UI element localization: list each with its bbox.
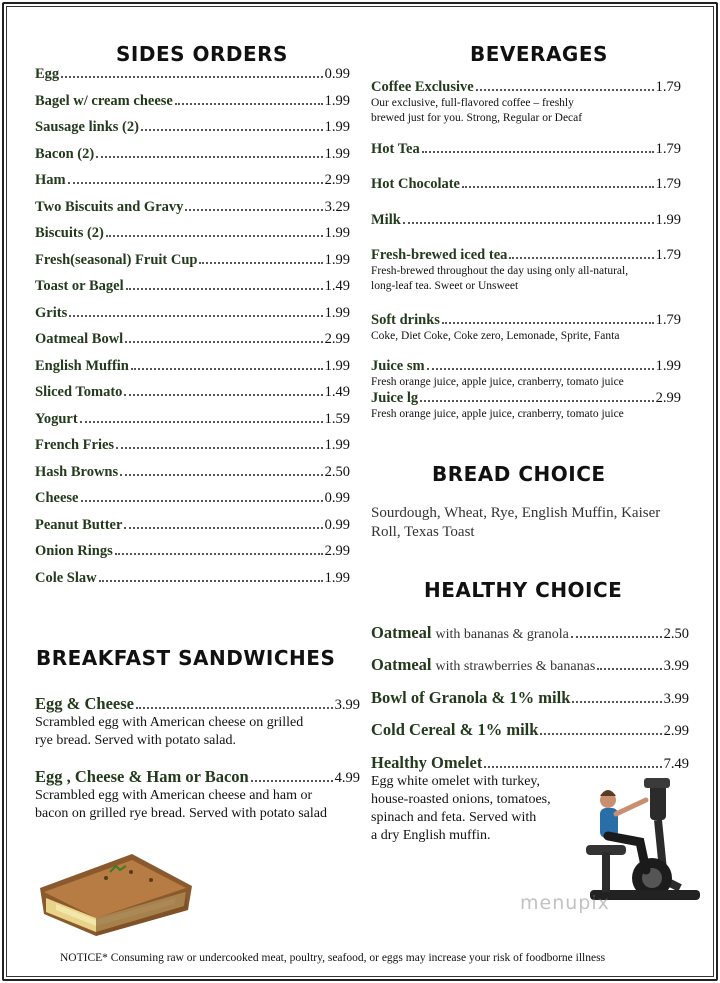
leader-dots bbox=[175, 103, 323, 105]
food-safety-notice: NOTICE* Consuming raw or undercooked meat, poultry, seafood, or eggs may increase your risk of foodborne illness bbox=[60, 952, 606, 964]
side-item-price: 2.99 bbox=[324, 331, 350, 347]
sandwich-item bbox=[35, 767, 360, 823]
healthy-item bbox=[371, 623, 689, 643]
side-item-name: Bagel w/ cream cheese bbox=[35, 92, 173, 109]
sandwich-desc: rye bread. Served with potato salad. bbox=[35, 733, 236, 748]
side-item bbox=[35, 570, 350, 597]
beverage-item bbox=[371, 176, 681, 193]
healthy-item bbox=[371, 720, 689, 740]
healthy-item bbox=[371, 688, 689, 708]
beverage-name: Juice sm bbox=[371, 358, 425, 374]
side-item-name: Hash Browns bbox=[35, 463, 119, 480]
beverage-price: 1.79 bbox=[655, 312, 681, 328]
leader-dots bbox=[462, 186, 654, 188]
side-item-name: Oatmeal Bowl bbox=[35, 331, 124, 347]
beverage-item bbox=[371, 141, 681, 158]
beverage-price: 1.99 bbox=[655, 358, 681, 374]
leader-dots bbox=[136, 707, 333, 709]
side-item-price: 1.99 bbox=[324, 145, 350, 162]
side-item-name: Toast or Bagel bbox=[35, 278, 124, 294]
side-item-name: Yogurt bbox=[35, 410, 78, 427]
leader-dots bbox=[442, 322, 654, 324]
healthy-price: 7.49 bbox=[663, 756, 689, 772]
side-item-name: English Muffin bbox=[35, 357, 129, 374]
side-item-name: Sliced Tomato bbox=[35, 384, 123, 400]
side-item-name: Sausage links (2) bbox=[35, 119, 139, 135]
leader-dots bbox=[120, 474, 322, 476]
beverage-price: 1.79 bbox=[655, 79, 681, 95]
side-item bbox=[35, 199, 350, 226]
leader-dots bbox=[427, 368, 654, 370]
side-item-price: 1.99 bbox=[324, 357, 350, 374]
side-item bbox=[35, 411, 350, 438]
sides-list bbox=[35, 66, 350, 596]
beverage-price: 2.99 bbox=[655, 390, 681, 406]
healthy-item bbox=[371, 655, 689, 675]
leader-dots bbox=[106, 235, 323, 237]
sides-heading: SIDES ORDERS bbox=[116, 42, 288, 66]
healthy-desc: Egg white omelet with turkey, bbox=[371, 774, 540, 789]
leader-dots bbox=[125, 341, 322, 343]
side-item-price: 1.59 bbox=[324, 410, 350, 427]
healthy-name: Bowl of Granola & 1% milk bbox=[371, 688, 571, 707]
leader-dots bbox=[116, 447, 323, 449]
healthy-desc: house-roasted onions, tomatoes, bbox=[371, 792, 551, 807]
beverage-desc: Our exclusive, full-flavored coffee – freshly bbox=[371, 97, 574, 109]
side-item-name: Ham bbox=[35, 172, 66, 188]
side-item-price: 1.99 bbox=[324, 569, 350, 586]
healthy-name: Oatmeal bbox=[371, 655, 432, 674]
side-item-name: Biscuits (2) bbox=[35, 225, 104, 241]
leader-dots bbox=[572, 701, 661, 703]
side-item-price: 0.99 bbox=[324, 516, 350, 533]
sandwich-desc: bacon on grilled rye bread. Served with potato salad bbox=[35, 806, 327, 821]
leader-dots bbox=[69, 315, 322, 317]
side-item-name: Cole Slaw bbox=[35, 569, 97, 586]
healthy-name: Cold Cereal & 1% milk bbox=[371, 720, 539, 739]
side-item bbox=[35, 358, 350, 385]
beverage-price: 1.79 bbox=[655, 247, 681, 263]
beverage-name: Soft drinks bbox=[371, 312, 440, 328]
healthy-name: Oatmeal bbox=[371, 623, 432, 642]
side-item-price: 1.99 bbox=[324, 92, 350, 109]
side-item bbox=[35, 331, 350, 358]
side-item-name: Peanut Butter bbox=[35, 516, 123, 533]
side-item-name: Two Biscuits and Gravy bbox=[35, 198, 184, 215]
side-item-name: French Fries bbox=[35, 437, 115, 453]
beverage-price: 1.79 bbox=[655, 176, 681, 192]
side-item bbox=[35, 225, 350, 252]
beverage-item bbox=[371, 79, 681, 126]
side-item bbox=[35, 66, 350, 93]
sandwich-price: 4.99 bbox=[334, 770, 360, 786]
side-item-name: Egg bbox=[35, 66, 60, 82]
leader-dots bbox=[61, 76, 322, 78]
sandwich-desc: Scrambled egg with American cheese on grilled bbox=[35, 715, 304, 730]
side-item-name: Onion Rings bbox=[35, 543, 113, 559]
healthy-price: 3.99 bbox=[663, 691, 689, 707]
healthy-price: 2.99 bbox=[663, 723, 689, 739]
side-item-price: 1.99 bbox=[324, 251, 350, 268]
leader-dots bbox=[422, 151, 654, 153]
side-item-price: 1.99 bbox=[324, 225, 350, 241]
leader-dots bbox=[540, 733, 661, 735]
beverage-price: 1.79 bbox=[655, 141, 681, 157]
side-item bbox=[35, 305, 350, 332]
side-item bbox=[35, 517, 350, 544]
side-item-price: 1.99 bbox=[324, 304, 350, 321]
beverage-item bbox=[371, 358, 681, 390]
leader-dots bbox=[99, 580, 323, 582]
leader-dots bbox=[126, 288, 323, 290]
beverage-desc: Coke, Diet Coke, Coke zero, Lemonade, Sprite, Fanta bbox=[371, 330, 620, 342]
watermark: menupix bbox=[520, 892, 610, 914]
side-item bbox=[35, 172, 350, 199]
bread-options: Sourdough, Wheat, Rye, English Muffin, Kaiser Roll, Texas Toast bbox=[371, 505, 661, 540]
leader-dots bbox=[251, 780, 333, 782]
beverage-desc: Fresh-brewed throughout the day using only all-natural, bbox=[371, 265, 629, 277]
healthy-heading: HEALTHY CHOICE bbox=[424, 578, 623, 602]
leader-dots bbox=[80, 421, 323, 423]
leader-dots bbox=[476, 89, 654, 91]
leader-dots bbox=[141, 129, 323, 131]
healthy-desc: a dry English muffin. bbox=[371, 828, 491, 843]
beverage-name: Hot Tea bbox=[371, 141, 420, 157]
healthy-price: 2.50 bbox=[663, 626, 689, 642]
sandwich-desc: Scrambled egg with American cheese and ham or bbox=[35, 788, 313, 803]
side-item bbox=[35, 543, 350, 570]
sandwich-name: Egg & Cheese bbox=[35, 694, 134, 713]
leader-dots bbox=[68, 182, 323, 184]
beverage-name: Milk bbox=[371, 212, 401, 228]
leader-dots bbox=[96, 156, 322, 158]
bread-heading: BREAD CHOICE bbox=[432, 462, 606, 486]
side-item-price: 1.99 bbox=[324, 437, 350, 453]
sandwich-photo bbox=[36, 848, 196, 940]
beverage-name: Hot Chocolate bbox=[371, 176, 460, 192]
sandwich-price: 3.99 bbox=[334, 697, 360, 713]
side-item-price: 1.99 bbox=[324, 119, 350, 135]
leader-dots bbox=[509, 257, 653, 259]
beverage-desc: Fresh orange juice, apple juice, cranberry, tomato juice bbox=[371, 376, 624, 388]
beverage-desc: long-leaf tea. Sweet or Unsweet bbox=[371, 280, 519, 292]
healthy-sub: with bananas & granola bbox=[435, 627, 569, 642]
healthy-name: Healthy Omelet bbox=[371, 753, 483, 772]
sandwich-item bbox=[35, 694, 360, 750]
healthy-sub: with strawberries & bananas bbox=[435, 659, 596, 674]
healthy-desc: spinach and feta. Served with bbox=[371, 810, 537, 825]
beverage-item bbox=[371, 390, 681, 422]
side-item bbox=[35, 437, 350, 464]
side-item bbox=[35, 93, 350, 120]
leader-dots bbox=[420, 400, 654, 402]
beverages-heading: BEVERAGES bbox=[470, 42, 608, 66]
beverage-name: Fresh-brewed iced tea bbox=[371, 247, 508, 263]
side-item-price: 1.49 bbox=[324, 384, 350, 400]
side-item bbox=[35, 384, 350, 411]
leader-dots bbox=[81, 500, 323, 502]
leader-dots bbox=[484, 766, 661, 768]
leader-dots bbox=[199, 262, 322, 264]
side-item-price: 0.99 bbox=[324, 66, 350, 82]
beverage-desc: brewed just for you. Strong, Regular or Decaf bbox=[371, 112, 583, 124]
side-item-name: Fresh(seasonal) Fruit Cup bbox=[35, 251, 198, 268]
side-item bbox=[35, 464, 350, 491]
healthy-price: 3.99 bbox=[663, 658, 689, 674]
side-item-price: 2.99 bbox=[324, 172, 350, 188]
leader-dots bbox=[131, 368, 323, 370]
side-item bbox=[35, 490, 350, 517]
side-item bbox=[35, 119, 350, 146]
beverage-name: Juice lg bbox=[371, 390, 419, 406]
side-item-price: 2.50 bbox=[324, 463, 350, 480]
sandwich-name: Egg , Cheese & Ham or Bacon bbox=[35, 767, 249, 786]
beverage-desc: Fresh orange juice, apple juice, cranberry, tomato juice bbox=[371, 408, 624, 420]
beverage-price: 1.99 bbox=[655, 212, 681, 228]
leader-dots bbox=[597, 668, 661, 670]
side-item-price: 0.99 bbox=[324, 490, 350, 506]
side-item-name: Bacon (2) bbox=[35, 145, 95, 162]
leader-dots bbox=[185, 209, 322, 211]
side-item-price: 2.99 bbox=[324, 543, 350, 559]
beverage-item bbox=[371, 247, 681, 294]
beverage-item bbox=[371, 212, 681, 229]
side-item-name: Grits bbox=[35, 304, 68, 321]
leader-dots bbox=[571, 636, 662, 638]
leader-dots bbox=[403, 222, 654, 224]
side-item bbox=[35, 146, 350, 173]
side-item-name: Cheese bbox=[35, 490, 79, 506]
breakfast-heading: BREAKFAST SANDWICHES bbox=[36, 646, 336, 670]
side-item-price: 1.49 bbox=[324, 278, 350, 294]
leader-dots bbox=[115, 553, 323, 555]
leader-dots bbox=[124, 527, 322, 529]
side-item bbox=[35, 252, 350, 279]
leader-dots bbox=[124, 394, 322, 396]
side-item-price: 3.29 bbox=[324, 198, 350, 215]
beverage-item bbox=[371, 312, 681, 344]
beverage-name: Coffee Exclusive bbox=[371, 79, 474, 95]
side-item bbox=[35, 278, 350, 305]
